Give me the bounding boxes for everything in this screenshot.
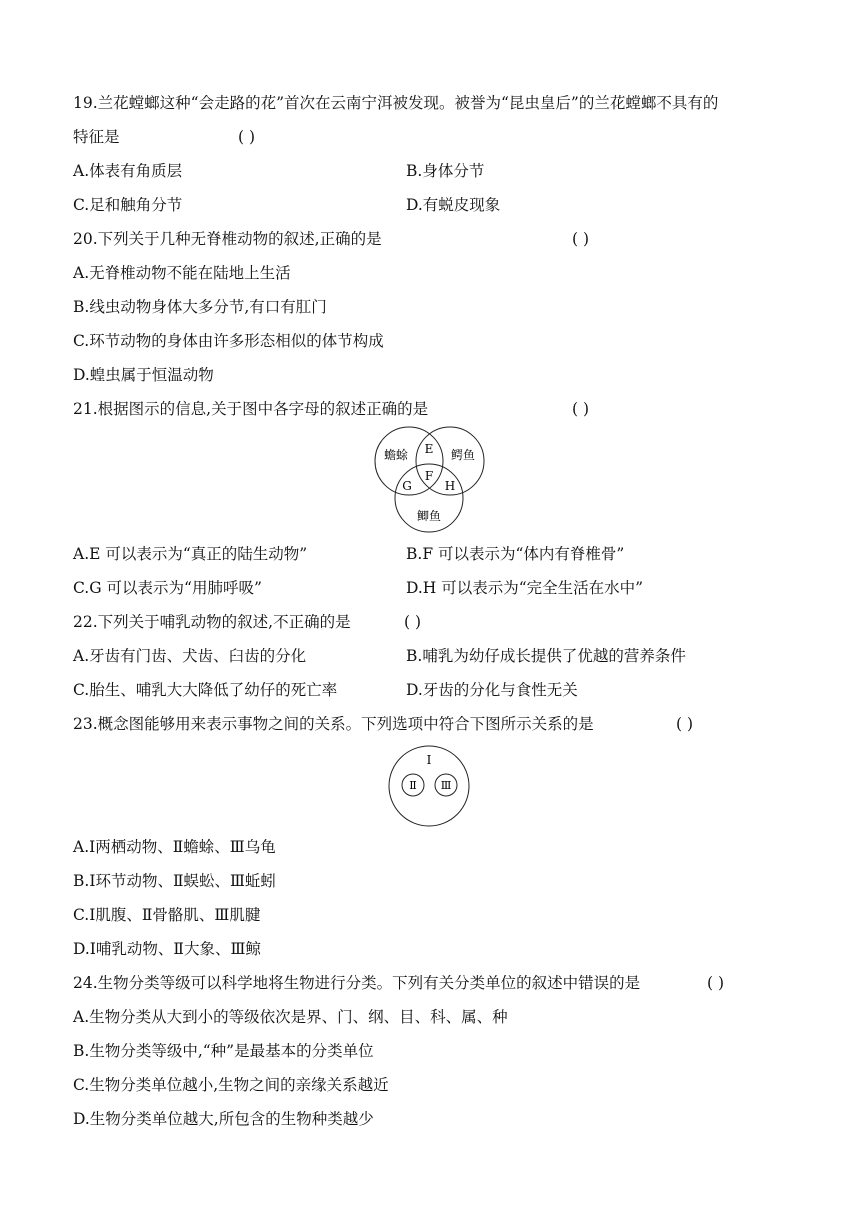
q19-stem-line-2: 特征是: [73, 128, 120, 146]
q23-option-b: B.Ⅰ环节动物、Ⅱ蜈蚣、Ⅲ蚯蚓: [73, 872, 276, 890]
q21-answer-paren: ( ): [572, 400, 590, 418]
q21-venn-diagram: [368, 424, 492, 536]
venn-letter-f: F: [424, 469, 434, 483]
venn-label-crucian: 鲫鱼: [416, 509, 442, 523]
q19-stem-line-1: 19.兰花螳螂这种“会走路的花”首次在云南宁洱被发现。被誉为“昆虫皇后”的兰花螳螂不具有的: [73, 94, 719, 112]
q19-option-b: B.身体分节: [406, 162, 485, 180]
q22-option-a: A.牙齿有门齿、犬齿、臼齿的分化: [73, 647, 307, 665]
q21-stem: 21.根据图示的信息,关于图中各字母的叙述正确的是: [73, 400, 429, 418]
q20-stem: 20.下列关于几种无脊椎动物的叙述,正确的是: [73, 230, 382, 248]
q19-answer-paren: ( ): [238, 128, 256, 146]
venn-letter-g: G: [402, 479, 412, 493]
q21-option-d: D.H 可以表示为“完全生活在水中”: [406, 579, 644, 597]
q23-concept-diagram: [386, 745, 472, 829]
q22-option-d: D.牙齿的分化与食性无关: [406, 681, 578, 699]
q21-option-c: C.G 可以表示为“用肺呼吸”: [73, 579, 262, 597]
q19-option-a: A.体表有角质层: [73, 162, 183, 180]
concept-label-iii: Ⅲ: [440, 779, 452, 792]
q24-answer-paren: ( ): [707, 974, 725, 992]
q24-option-a: A.生物分类从大到小的等级依次是界、门、纲、目、科、属、种: [73, 1008, 508, 1026]
q20-answer-paren: ( ): [572, 230, 590, 248]
q19-option-c: C.足和触角分节: [73, 196, 183, 214]
q21-option-a: A.E 可以表示为“真正的陆生动物”: [73, 545, 308, 563]
q23-stem: 23.概念图能够用来表示事物之间的关系。下列选项中符合下图所示关系的是: [73, 715, 594, 733]
q22-option-b: B.哺乳为幼仔成长提供了优越的营养条件: [406, 647, 686, 665]
q21-option-b: B.F 可以表示为“体内有脊椎骨”: [406, 545, 625, 563]
q22-option-c: C.胎生、哺乳大大降低了幼仔的死亡率: [73, 681, 338, 699]
q24-option-b: B.生物分类等级中,“种”是最基本的分类单位: [73, 1042, 374, 1060]
venn-label-toad: 蟾蜍: [383, 448, 409, 462]
q23-option-a: A.Ⅰ两栖动物、Ⅱ蟾蜍、Ⅲ乌龟: [73, 838, 276, 856]
q20-option-b: B.线虫动物身体大多分节,有口有肛门: [73, 298, 327, 316]
q22-answer-paren: ( ): [404, 613, 422, 631]
q23-answer-paren: ( ): [676, 715, 694, 733]
q24-option-d: D.生物分类单位越大,所包含的生物种类越少: [73, 1110, 374, 1128]
q23-option-c: C.Ⅰ肌腹、Ⅱ骨骼肌、Ⅲ肌腱: [73, 906, 261, 924]
q20-option-a: A.无脊椎动物不能在陆地上生活: [73, 264, 291, 282]
q20-option-c: C.环节动物的身体由许多形态相似的体节构成: [73, 332, 384, 350]
venn-letter-h: H: [444, 479, 456, 493]
q23-option-d: D.Ⅰ哺乳动物、Ⅱ大象、Ⅲ鲸: [73, 940, 261, 958]
q24-option-c: C.生物分类单位越小,生物之间的亲缘关系越近: [73, 1076, 389, 1094]
q22-stem: 22.下列关于哺乳动物的叙述,不正确的是: [73, 613, 351, 631]
venn-label-crocodile: 鳄鱼: [450, 448, 476, 462]
q24-stem: 24.生物分类等级可以科学地将生物进行分类。下列有关分类单位的叙述中错误的是: [73, 974, 641, 992]
q20-option-d: D.蝗虫属于恒温动物: [73, 366, 214, 384]
venn-letter-e: E: [424, 442, 434, 456]
q19-option-d: D.有蜕皮现象: [406, 196, 501, 214]
concept-label-ii: Ⅱ: [409, 779, 417, 792]
concept-label-i: Ⅰ: [426, 753, 432, 767]
